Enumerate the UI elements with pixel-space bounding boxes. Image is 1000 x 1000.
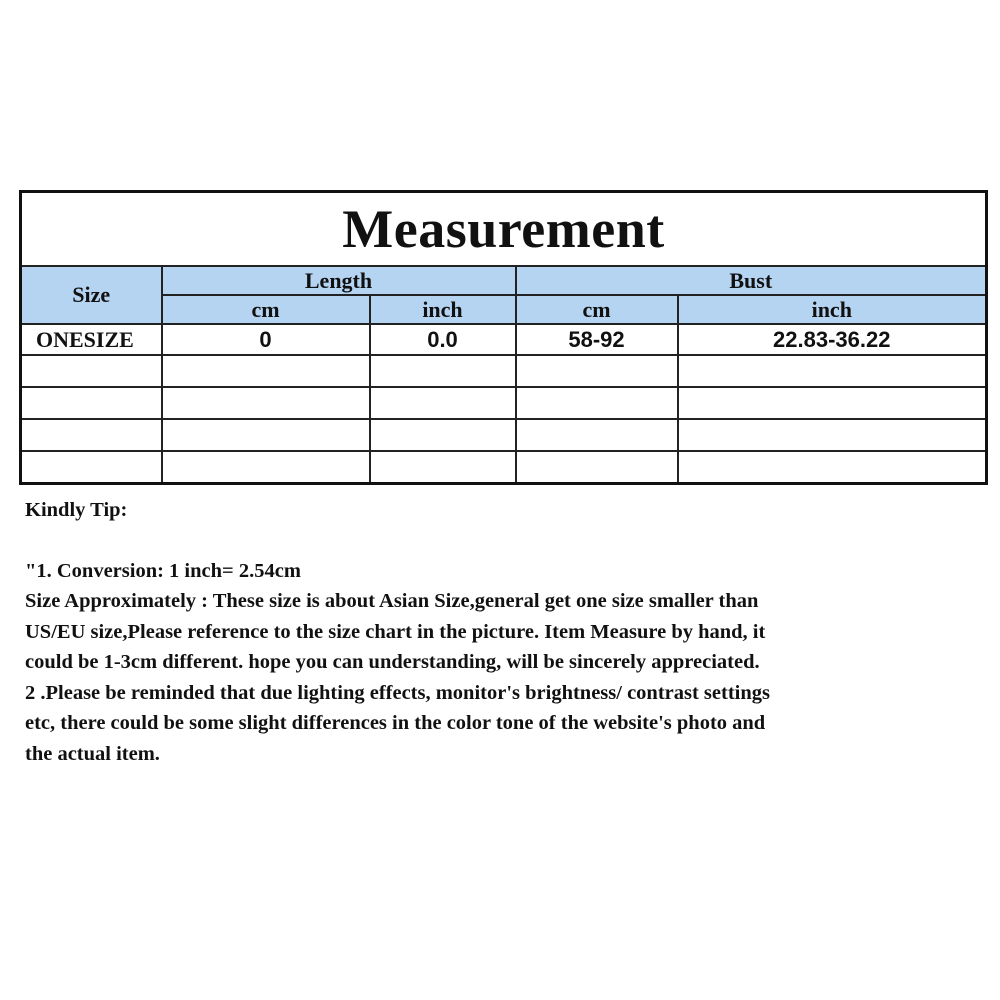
bust-inch-header: inch — [678, 295, 987, 324]
empty-cell — [21, 387, 162, 419]
empty-cell — [516, 419, 678, 451]
empty-cell — [516, 355, 678, 387]
length-cm-value: 0 — [162, 324, 370, 355]
empty-cell — [370, 451, 516, 484]
tip-line: US/EU size,Please reference to the size chart in the picture. Item Measure by hand, it — [25, 620, 766, 643]
empty-cell — [370, 387, 516, 419]
bust-inch-value: 22.83-36.22 — [678, 324, 987, 355]
empty-cell — [162, 451, 370, 484]
length-inch-header: inch — [370, 295, 516, 324]
empty-cell — [516, 451, 678, 484]
tip-line: "1. Conversion: 1 inch= 2.54cm — [25, 559, 301, 582]
tip-line: Size Approximately : These size is about Asian Size,general get one size smaller than — [25, 590, 759, 612]
empty-cell — [678, 419, 987, 451]
tip-line: could be 1-3cm different. hope you can understanding, will be sincerely appreciated. — [25, 651, 760, 673]
empty-cell — [370, 355, 516, 387]
bust-cm-header: cm — [516, 295, 678, 324]
bust-column-header: Bust — [516, 266, 987, 295]
empty-table-row — [21, 419, 987, 451]
tip-line: the actual item. — [25, 742, 160, 765]
tip-line: 2 .Please be reminded that due lighting effects, monitor's brightness/ contrast settings — [25, 681, 770, 704]
empty-cell — [21, 355, 162, 387]
empty-cell — [162, 355, 370, 387]
table-title: Measurement — [21, 192, 987, 267]
measurement-table — [19, 190, 988, 485]
empty-cell — [370, 419, 516, 451]
empty-cell — [162, 419, 370, 451]
length-cm-header: cm — [162, 295, 370, 324]
kindly-tips — [25, 495, 975, 769]
empty-cell — [678, 387, 987, 419]
empty-cell — [21, 419, 162, 451]
empty-cell — [162, 387, 370, 419]
size-column-header: Size — [21, 266, 162, 324]
table-row — [21, 324, 987, 355]
empty-cell — [21, 451, 162, 484]
tips-heading: Kindly Tip: — [25, 499, 128, 521]
empty-cell — [678, 451, 987, 484]
empty-table-row — [21, 355, 987, 387]
empty-cell — [678, 355, 987, 387]
tip-line: etc, there could be some slight differences in the color tone of the website's photo and — [25, 712, 766, 734]
empty-table-row — [21, 387, 987, 419]
length-column-header: Length — [162, 266, 516, 295]
empty-cell — [516, 387, 678, 419]
bust-cm-value: 58-92 — [516, 324, 678, 355]
empty-table-row — [21, 451, 987, 484]
length-inch-value: 0.0 — [370, 324, 516, 355]
size-value: ONESIZE — [21, 324, 162, 355]
